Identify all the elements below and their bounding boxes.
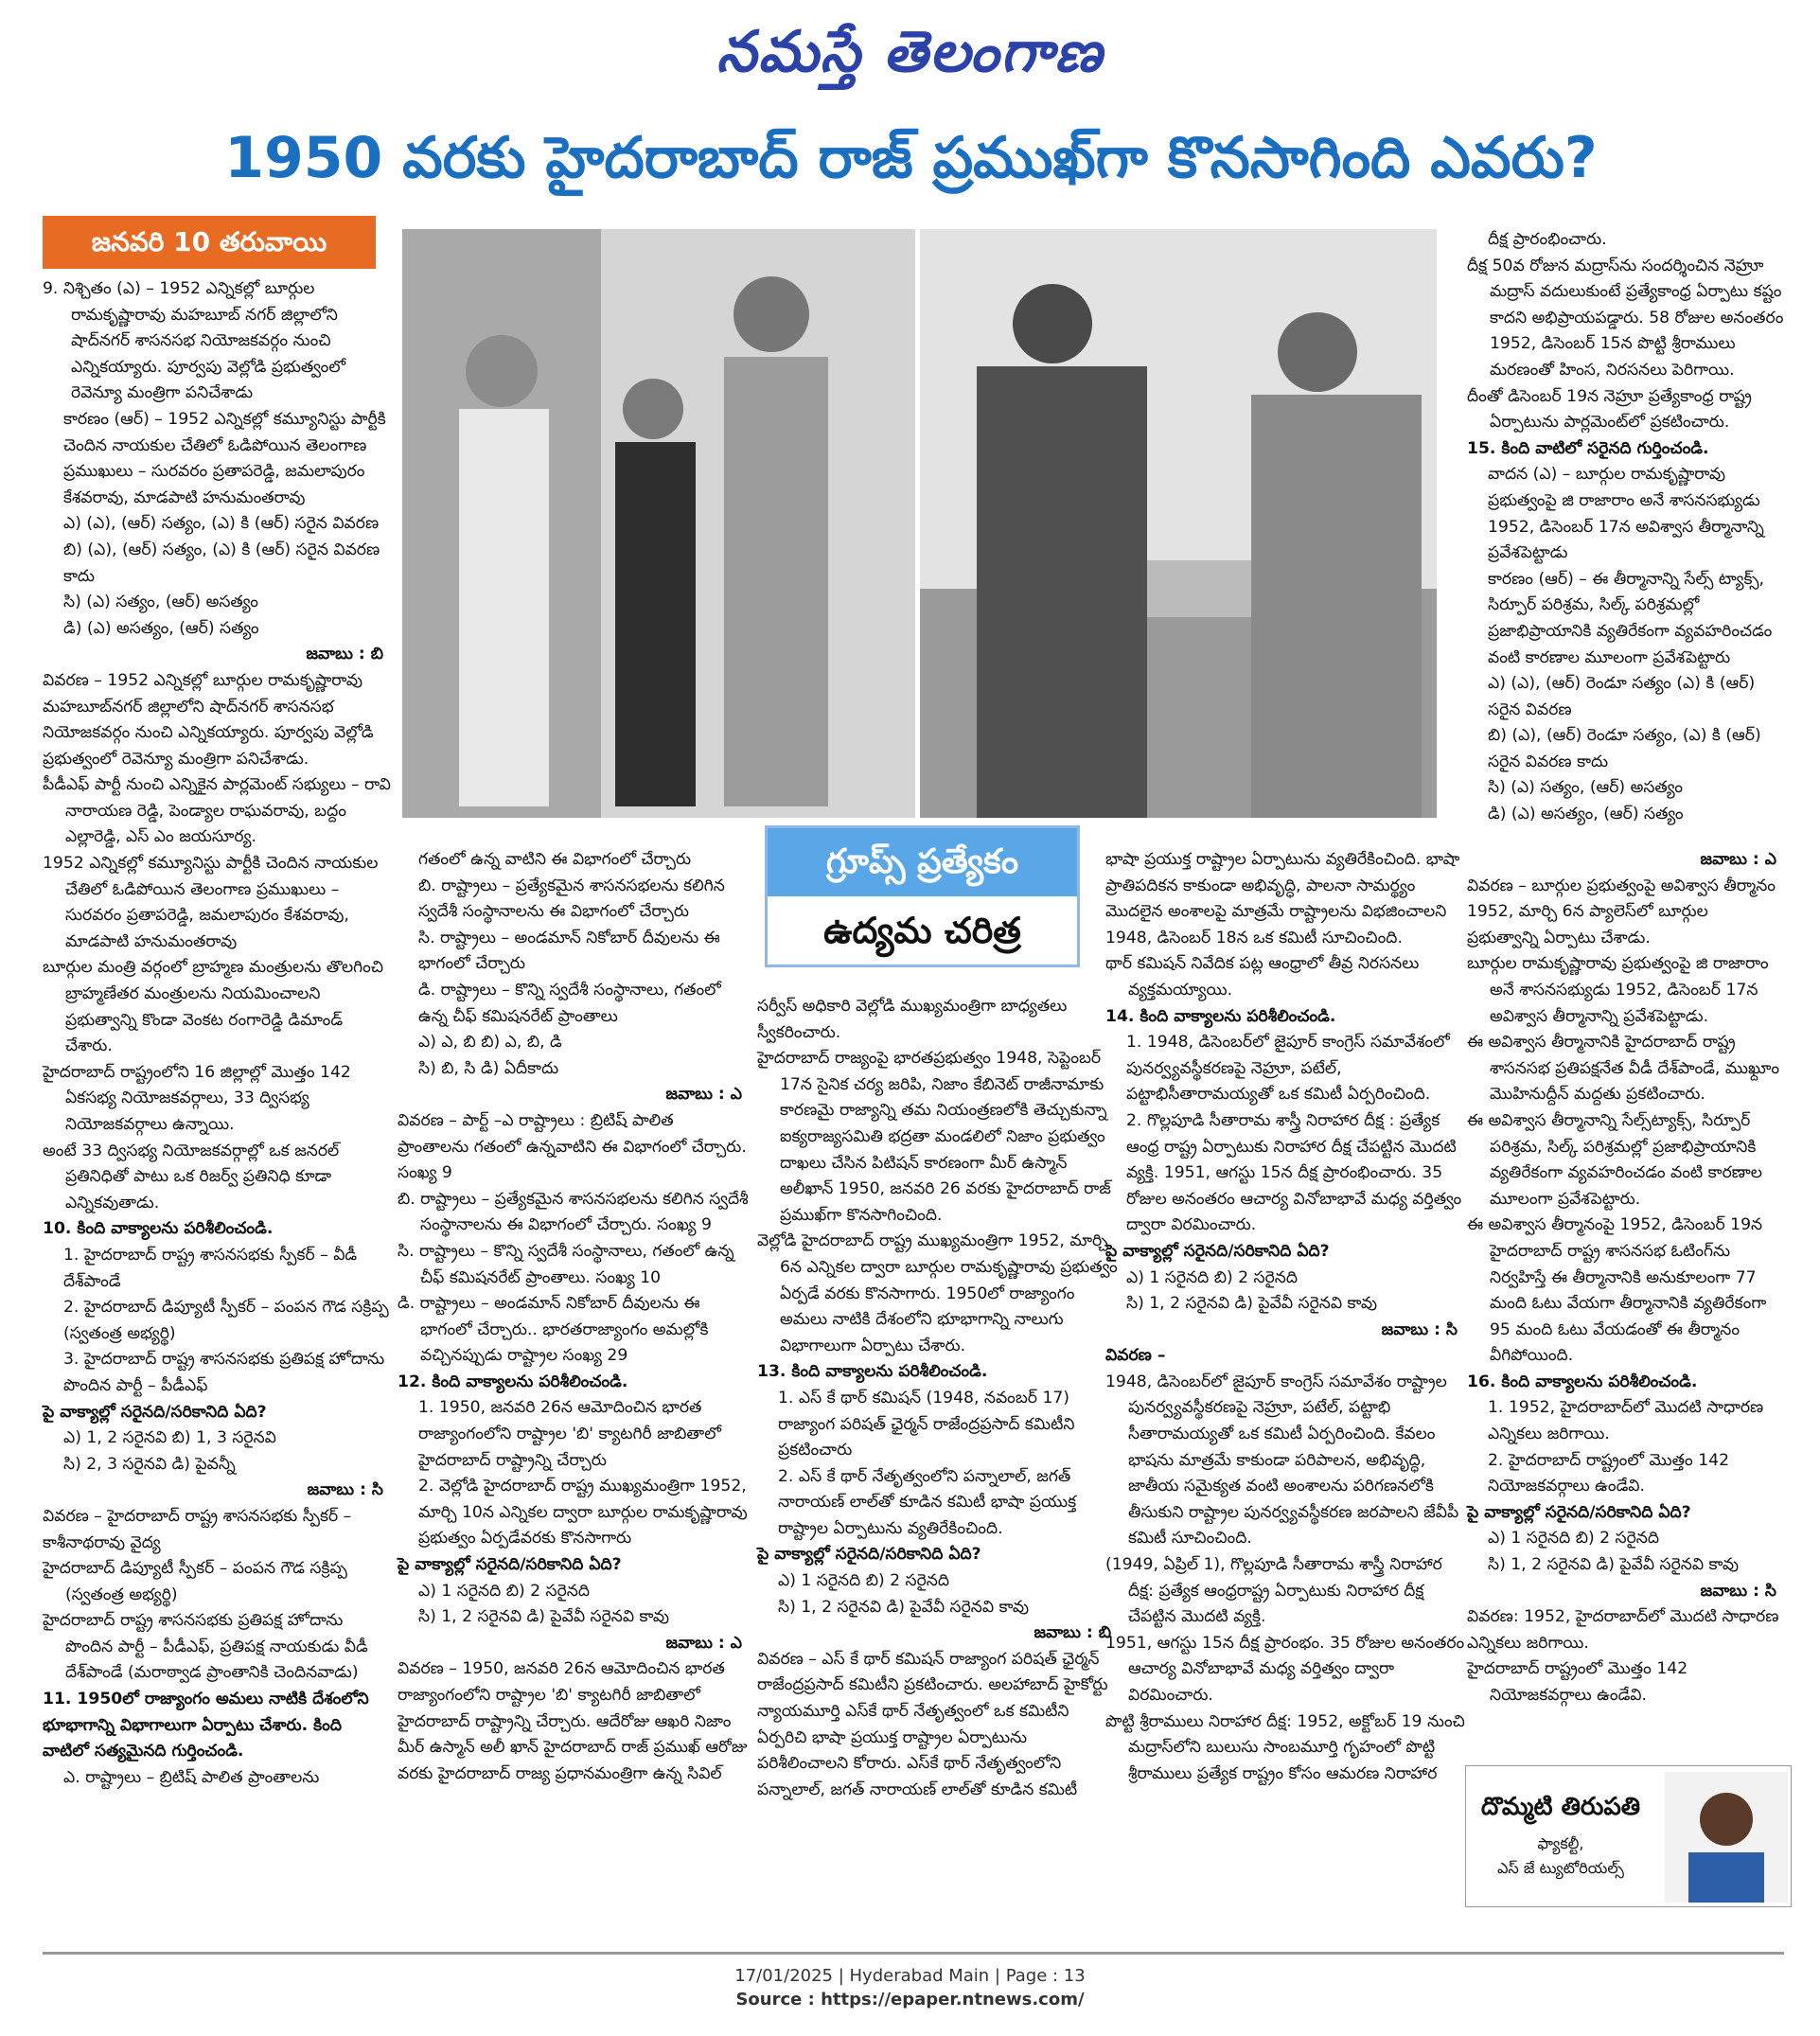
statement: 1. 1948, డిసెంబర్‌లో జైపూర్ కాంగ్రెస్ సమావేశంలో పునర్వ్యవస్థీకరణపై నెహ్రూ, పటేల్, పట్టాభిసీతారామయ్యతో ఒక కమిటీ ఏర్పరించింది.: [1126, 1033, 1450, 1105]
options-row: ఎ) 1 సరైనది బి) 2 సరైనది: [1126, 1267, 1298, 1287]
options-row: సి) 2, 3 సరైనవి డి) పైవన్నీ: [63, 1454, 236, 1474]
question-16: 16. కింది వాక్యాలను పరిశీలించండి.: [1467, 1372, 1698, 1391]
special-badge: [765, 825, 1080, 967]
statement: 2. ఎస్ కే థార్ నేతృత్వంలోని పన్నాలాల్, జగత్ నారాయణ్ లాల్‌తో కూడిన కమిటీ భాషా ప్రయుక్త రాష్ట్రాల ఏర్పాటును వ్యతిరేకించింది.: [778, 1466, 1077, 1538]
prompt: పై వాక్యాల్లో సరైనది/సరికానిది ఏది?: [1467, 1502, 1691, 1522]
options-row: ఎ) 1 సరైనది బి) 2 సరైనది: [1488, 1529, 1659, 1549]
author-avatar: [1665, 1772, 1788, 1903]
explanation: వివరణ – బూర్గుల ప్రభుత్వంపై అవిశ్వాస తీర్మానం 1952, మార్చి 6న ప్యాలెస్‌లో బూర్గుల ప్రభుత్వాన్ని ఏర్పాటు చేశాడు.: [1467, 876, 1776, 947]
prompt: పై వాక్యాల్లో సరైనది/సరికానిది ఏది?: [1105, 1241, 1330, 1261]
author-affiliation: ఎస్ జే ట్యుటోరియల్స్: [1497, 1859, 1624, 1877]
footer-rule: [43, 1952, 1784, 1955]
question-11: 11. 1950లో రాజ్యాంగం అమలు నాటికి దేశంలోని భూభాగాన్ని విభాగాలుగా ఏర్పాటు చేశారు. కింది వాటిలో సత్యమైనది గుర్తించండి.: [43, 1690, 369, 1762]
badge-bottom-label: ఉద్యమ చరిత్ర: [823, 910, 1021, 951]
statement: 2. గొల్లపూడి సీతారామ శాస్త్రీ నిరాహార దీక్ష : ప్రత్యేక ఆంధ్ర రాష్ట్ర ఏర్పాటుకు నిరాహార దీక్ష చేపట్టిన మొదటి వ్యక్తి. 1951, ఆగస్టు 15న దీక్ష ప్రారంభించారు. 35 రోజుల అనంతరం ఆచార్య వినోబాభావే మధ్య వర్తిత్వం ద్వారా విరమించారు.: [1126, 1110, 1462, 1235]
bullet: డి. రాష్ట్రాలు – అండమాన్ నికోబార్ దీవులను ఈ భాగంలో చేర్చారు.. భారతరాజ్యాంగం అమల్లోకి వచ్చినప్పుడు రాష్ట్రాల సంఖ్య 29: [398, 1294, 709, 1366]
option-c: సి) (ఎ) సత్యం, (ఆర్) అసత్యం: [1488, 778, 1683, 798]
reason-text: కారణం (ఆర్) – 1952 ఎన్నికల్లో కమ్యూనిస్టు పార్టీకి చెందిన నాయకుల చేతిలో ఓడిపోయిన తెలంగాణ ప్రముఖులు – సురవరం ప్రతాపరెడ్డి, జమలాపురం కేశవరావు, మాడపాటి హనుమంతరావు: [63, 409, 386, 507]
option-c: సి) (ఎ) సత్యం, (ఆర్) అసత్యం: [63, 593, 258, 612]
explanation: వివరణ – ఎస్ కే థార్ కమిషన్ రాజ్యాంగ పరిషత్ ఛైర్మన్ రాజేంద్రప్రసాద్ కమిటీని ప్రకటించారు. అలహాబాద్ హైకోర్టు న్యాయమూర్తి ఎస్‌కే థార్ నేతృత్వంలో ఒక కమిటీని ఏర్పరిచి భాషా ప్రయుక్త రాష్ట్రాల ఏర్పాటును పరిశీలించాలని కోరారు. ఎస్‌కే థార్ నేతృత్వంలోని పన్నాలాల్, జగత్ నారాయణ్ లాల్‌తో కూడిన కమిటీ: [757, 1649, 1108, 1799]
explanation: వివరణ – హైదరాబాద్ రాష్ట్ర శాసనసభకు స్పీకర్ – కాశీనాథరావు వైద్య: [43, 1506, 352, 1552]
bullet: అంటే 33 ద్విసభ్య నియోజకవర్గాల్లో ఒక జనరల్ ప్రతినిధితో పాటు ఒక రిజర్వ్ ప్రతినిధి కూడా ఎన్నికవుతాడు.: [43, 1141, 340, 1213]
option-b: బి) (ఎ), (ఆర్) సత్యం, (ఎ) కి (ఆర్) సరైన వివరణ కాదు: [63, 540, 380, 586]
question-9: 9. నిశ్చితం (ఎ) – 1952 ఎన్నికల్లో బూర్గుల రామకృష్ణారావు మహబూబ్ నగర్ జిల్లాలోని షాద్‌నగర్ శాసనసభ నియోజకవర్గం నుంచి ఎన్నికయ్యారు. పూర్వపు వెల్లోడి ప్రభుత్వంలో రెవెన్యూ మంత్రిగా పనిచేశాడు: [43, 279, 346, 403]
options-row: సి) 1, 2 సరైనవి డి) పైవేవీ సరైనవి కావు: [418, 1607, 670, 1627]
statement: 1. 1950, జనవరి 26న ఆమోదించిన భారత రాజ్యాంగంలోని రాష్ట్రాల 'బి' క్యాటగిరీ జాబితాలో హైదరాబాద్ రాష్ట్రాన్ని చేర్చారు: [418, 1398, 721, 1470]
bullet: హైదరాబాద్ డిప్యూటీ స్పీకర్ – పంపన గౌడ సక్రిప్ప (స్వతంత్ర అభ్యర్థి): [43, 1559, 347, 1604]
statement: 1. ఎస్ కే థార్ కమిషన్ (1948, నవంబర్ 17) రాజ్యాంగ పరిషత్ ఛైర్మన్ రాజేంద్రప్రసాద్ కమిటీని ప్రకటించారు: [778, 1388, 1075, 1461]
statement: 2. హైదరాబాద్ డిప్యూటీ స్పీకర్ – పంపన గౌడ సక్రిప్ప (స్వతంత్ర అభ్యర్థి): [63, 1298, 389, 1343]
statement: గతంలో ఉన్న వాటిని ఈ విభాగంలో చేర్చారు: [418, 850, 692, 869]
bullet: హైదరాబాద్ రాజ్యంపై భారతప్రభుత్వం 1948, సెప్టెంబర్ 17న సైనిక చర్య జరిపి, నిజాం కేబినెట్ రాజీనామాకు కారణమై రాజ్యాన్ని తమ నియంత్రణలోకి తెచ్చుకున్నా ఐక్యరాజ్యసమితి భద్రతా మండలిలో నిజాం ప్రభుత్వం దాఖలు చేసిన పిటిషన్ కారణంగా మీర్ ఉస్మాన్ అలీఖాన్ 1950, జనవరి 26 వరకు హైదరాబాద్ రాజ్ ప్రముఖ్‌గా కొనసాగించింది.: [757, 1049, 1111, 1225]
options-row: ఎ) 1 సరైనది బి) 2 సరైనది: [418, 1581, 590, 1601]
answer: జవాబు : ఎ: [665, 1633, 742, 1653]
paragraph: దీక్ష ప్రారంభించారు.: [1488, 230, 1607, 249]
author-box: [1465, 1765, 1792, 1907]
statement: ఎ. రాష్ట్రాలు – బ్రిటిష్ పాలిత ప్రాంతాలను: [63, 1767, 320, 1787]
options-row: సి) 1, 2 సరైనవి డి) పైవేవీ సరైనవి కావు: [1126, 1294, 1378, 1314]
statement: 1. 1952, హైదరాబాద్‌లో మొదటి సాధారణ ఎన్నికలు జరిగాయి.: [1488, 1398, 1764, 1444]
column-2: [398, 847, 750, 1928]
badge-top-label: గ్రూప్స్ ప్రత్యేకం: [768, 828, 1077, 896]
option-a: ఎ) (ఎ), (ఆర్) రెండూ సత్యం (ఎ) కి (ఆర్) సరైన వివరణ: [1488, 674, 1756, 719]
option-d: డి) (ఎ) అసత్యం, (ఆర్) సత్యం: [1488, 805, 1684, 824]
bullet: థార్ కమిషన్ నివేదిక పట్ల ఆంధ్రాలో తీవ్ర నిరసనలు వ్యక్తమయ్యాయి.: [1105, 954, 1420, 1000]
statement: 2. వెల్లోడి హైదరాబాద్ రాష్ట్ర ముఖ్యమంత్రిగా 1952, మార్చి 10న ఎన్నికల ద్వారా బూర్గుల రామకృష్ణారావు ప్రభుత్వం ఏర్పడేవరకు కొనసాగారు: [418, 1477, 748, 1549]
options-row: సి) 1, 2 సరైనవి డి) పైవేవీ సరైనవి కావు: [778, 1597, 1030, 1617]
options-row: సి) 1, 2 సరైనవి డి) పైవేవీ సరైనవి కావు: [1488, 1555, 1740, 1575]
reason: కారణం (ఆర్) – ఈ తీర్మానాన్ని సేల్స్ ట్యాక్స్, సిర్పూర్ పరిశ్రమ, సిల్క్ పరిశ్రమల్లో ప్రజాభిప్రాయానికి వ్యతిరేకంగా వ్యవహరించడం వంటి కారణాల మూలంగా ప్రవేశపెట్టారు: [1488, 569, 1773, 667]
bullet: (1949, ఏప్రిల్ 1), గొల్లపూడి సీతారామ శాస్త్రీ నిరాహార దీక్ష: ప్రత్యేక ఆంధ్రరాష్ట్ర ఏర్పాటుకు నిరాహార దీక్ష చేపట్టిన మొదటి వ్యక్తి.: [1105, 1555, 1442, 1627]
explanation-label: వివరణ –: [1105, 1346, 1166, 1366]
option-b: బి) (ఎ), (ఆర్) రెండూ సత్యం, (ఎ) కి (ఆర్) సరైన వివరణ కాదు: [1488, 726, 1761, 771]
answer: జవాబు : సి: [307, 1480, 383, 1500]
option-a: ఎ) (ఎ), (ఆర్) సత్యం, (ఎ) కి (ఆర్) సరైన వివరణ: [63, 514, 380, 534]
bullet: బూర్గుల రామకృష్ణారావు ప్రభుత్వంపై జి రాజారాం అనే శాసనసభ్యుడు 1952, డిసెంబర్ 17న అవిశ్వాస తీర్మానాన్ని ప్రవేశపెట్టాడు.: [1467, 954, 1769, 1026]
column-5-top: [1467, 227, 1784, 824]
historic-photo-officers: [920, 229, 1437, 818]
bullet: బి. రాష్ట్రాలు – ప్రత్యేకమైన శాసనసభలను కలిగిన స్వదేశీ సంస్థానాలను ఈ విభాగంలో చేర్చారు. సంఖ్య 9: [398, 1189, 749, 1235]
answer: జవాబు : ఎ: [665, 1085, 742, 1105]
option-d: డి) (ఎ) అసత్యం, (ఆర్) సత్యం: [63, 618, 259, 638]
question-15: 15. కింది వాటిలో సరైనది గుర్తించండి.: [1467, 438, 1709, 458]
prompt: పై వాక్యాల్లో సరైనది/సరికానిది ఏది?: [398, 1555, 622, 1575]
bullet: సి. రాష్ట్రాలు – కొన్ని స్వదేశీ సంస్థానాలు, గతంలో ఉన్న చీఫ్ కమిషనరేట్ ప్రాంతాలు. సంఖ్య 10: [398, 1241, 734, 1287]
officers-photo-illustration: [920, 229, 1437, 818]
bullet: హైదరాబాద్ రాష్ట్రంలోని 16 జిల్లాల్లో మొత్తం 142 ఏకసభ్య నియోజకవర్గాలు, 33 ద్విసభ్య నియోజకవర్గాలు ఉన్నాయి.: [43, 1062, 351, 1134]
bullet: 1951, ఆగస్టు 15న దీక్ష ప్రారంభం. 35 రోజుల అనంతరం ఆచార్య వినోబాభావే మధ్య వర్తిత్వం ద్వారా విరమించారు.: [1105, 1633, 1465, 1705]
answer: జవాబు : బి: [1034, 1623, 1111, 1643]
options-row: ఎ) ఎ, బి బి) ఎ, బి, డి: [418, 1033, 562, 1053]
column-4: [1105, 847, 1465, 1928]
bullet: పొట్టి శ్రీరాములు నిరాహార దీక్ష: 1952, అక్టోబర్ 19 నుంచి మద్రాస్‌లోని బులుసు సాంబమూర్తి గృహంలో పొట్టి శ్రీరాములు ప్రత్యేక రాష్ట్రం కోసం ఆమరణ నిరాహార: [1105, 1711, 1465, 1783]
bullet: బూర్గుల మంత్రి వర్గంలో బ్రాహ్మణ మంత్రులను తొలగించి బ్రాహ్మణేతర మంత్రులను నియమించాలని ప్రభుత్వాన్ని కొండా వెంకట రంగారెడ్డి డిమాండ్ చేశారు.: [43, 958, 384, 1056]
masthead-logo: నమస్తే తెలంగాణ: [716, 19, 1104, 85]
paragraph: సర్వీస్ అధికారి వెల్లోడి ముఖ్యమంత్రిగా బాధ్యతలు స్వీకరించారు.: [757, 997, 1068, 1042]
bullet: దీక్ష 50వ రోజున మద్రాస్‌ను సందర్శించిన నెహ్రూ మద్రాస్ వదులుకుంటే ప్రత్యేకాంధ్ర ఏర్పాటు కష్టం కాదని అభిప్రాయపడ్డారు. 58 రోజుల అనంతరం 1952, డిసెంబర్ 15న పొట్టి శ్రీరాములు మరణంతో హింస, నిరసనలు పెరిగాయి.: [1467, 256, 1784, 380]
answer: జవాబు : ఎ: [1700, 850, 1776, 869]
answer: జవాబు : బి: [306, 645, 383, 664]
options-row: ఎ) 1, 2 సరైనవి బి) 1, 3 సరైనవి: [63, 1428, 276, 1448]
paragraph: భాషా ప్రయుక్త రాష్ట్రాల ఏర్పాటును వ్యతిరేకించింది. భాషా ప్రాతిపదికన కాకుండా అభివృద్ధి, పాలనా సామర్థ్యం మొదలైన అంశాలపై మాత్రమే రాష్ట్రాలను విభజించాలని 1948, డిసెంబర్ 18న ఒక కమిటీ సూచించింది.: [1105, 850, 1460, 947]
options-row: సి) బి, సి డి) ఏదీకాదు: [418, 1058, 559, 1078]
bullet: హైదరాబాద్ రాష్ట్ర శాసనసభకు ప్రతిపక్ష హోదాను పొందిన పార్టీ – పీడీఎఫ్, ప్రతిపక్ష నాయకుడు వీడీ దేశ్‌పాండే (మరాఠ్వాడ ప్రాంతానికి చెందినవాడు): [43, 1611, 368, 1683]
author-role: ఫ్యాకల్టీ,: [1537, 1834, 1584, 1852]
author-name: దొమ్మటి తిరుపతి: [1480, 1793, 1641, 1821]
question-10: 10. కింది వాక్యాలను పరిశీలించండి.: [43, 1219, 274, 1239]
options-row: ఎ) 1 సరైనది బి) 2 సరైనది: [778, 1571, 949, 1591]
explanation: వివరణ – 1950, జనవరి 26న ఆమోదించిన భారత రాజ్యాంగంలోని రాష్ట్రాల 'బి' క్యాటగిరీ జాబితాలో హైదరాబాద్ రాష్ట్రాన్ని చేర్చారు. ఆదేరోజు ఆఖరి నిజాం మీర్ ఉస్మాన్ అలీ ఖాన్ హైదరాబాద్ రాజ్ ప్రముఖ్ ఆరోజు వరకు హైదరాబాద్ రాజ్య ప్రధానమంత్రిగా ఉన్న సివిల్: [398, 1659, 748, 1783]
column-1: [43, 276, 391, 1928]
question-14: 14. కింది వాక్యాలను పరిశీలించండి.: [1105, 1006, 1336, 1026]
statement: బి. రాష్ట్రాలు – ప్రత్యేకమైన శాసనసభలను కలిగిన స్వదేశీ సంస్థానాలను ఈ విభాగంలో చేర్చారు: [418, 876, 725, 922]
group-photo-illustration: [402, 229, 915, 818]
question-13: 13. కింది వాక్యాలను పరిశీలించండి.: [757, 1362, 988, 1382]
statement: 1. హైదరాబాద్ రాష్ట్ర శాసనసభకు స్పీకర్ – వీడీ దేశ్‌పాండే: [63, 1245, 358, 1291]
historic-photo-group: [402, 229, 915, 818]
explanation: వివరణ – 1952 ఎన్నికల్లో బూర్గుల రామకృష్ణారావు మహబూబ్‌నగర్ జిల్లాలోని షాద్‌నగర్ శాసనసభ నియోజకవర్గం నుంచి ఎన్నికయ్యారు. పూర్వపు వెల్లోడి ప్రభుత్వంలో రెవెన్యూ మంత్రిగా పనిచేశాడు.: [43, 670, 374, 769]
bullet: ఈ అవిశ్వాస తీర్మానంపై 1952, డిసెంబర్ 19న హైదరాబాద్ రాష్ట్ర శాసనసభ ఓటింగ్‌ను నిర్వహిస్తే ఈ తీర్మానానికి అనుకూలంగా 77 మంది ఓటు వేయగా తీర్మానానికి వ్యతిరేకంగా 95 మంది ఓటు వేయడంతో ఈ తీర్మానం వీగిపోయింది.: [1467, 1215, 1767, 1366]
bullet: దీంతో డిసెంబర్ 19న నెహ్రూ ప్రత్యేకాంధ్ర రాష్ట్ర ఏర్పాటును పార్లమెంట్‌లో ప్రకటించారు.: [1467, 386, 1752, 433]
assertion: వాదన (ఎ) – బూర్గుల రామకృష్ణారావు ప్రభుత్వంపై జి రాజారాం అనే శాసనసభ్యుడు 1952, డిసెంబర్ 17న అవిశ్వాస తీర్మానాన్ని ప్రవేశపెట్టాడు: [1488, 465, 1764, 563]
statement: డి. రాష్ట్రాలు – కొన్ని స్వదేశీ సంస్థానాలు, గతంలో ఉన్న చీఫ్ కమిషనరేట్ ప్రాంతాలు: [418, 980, 721, 1026]
bullet: 1952 ఎన్నికల్లో కమ్యూనిస్టు పార్టీకి చెందిన నాయకుల చేతిలో ఓడిపోయిన తెలంగాణ ప్రముఖులు – సురవరం ప్రతాపరెడ్డి, జమలాపురం కేశవరావు, మాడపాటి హనుమంతరావు: [43, 854, 379, 951]
section-header: జనవరి 10 తరువాయి: [43, 216, 376, 269]
statement: 3. హైదరాబాద్ రాష్ట్ర శాసనసభకు ప్రతిపక్ష హోదాను పొందిన పార్టీ – పీడీఎఫ్: [63, 1350, 385, 1395]
footer-date-edition: 17/01/2025 | Hyderabad Main | Page : 13: [734, 1966, 1086, 1986]
bullet: వెల్లోడి హైదరాబాద్ రాష్ట్ర ముఖ్యమంత్రిగా 1952, మార్చి 6న ఎన్నికల ద్వారా బూర్గుల రామకృష్ణారావు ప్రభుత్వం ఏర్పడే వరకు కొనసాగారు. 1950లో రాజ్యాంగం అమలు నాటికి దేశంలోని భూభాగాన్ని నాలుగు విభాగాలుగా ఏర్పాటు చేశారు.: [757, 1231, 1118, 1355]
footer-source: Source : https://epaper.ntnews.com/: [735, 1990, 1085, 2009]
bullet: పీడీఎఫ్ పార్టీ నుంచి ఎన్నికైన పార్లమెంట్ సభ్యులు – రావి నారాయణ రెడ్డి, పెండ్యాల రాఘవరావు, బద్దం ఎల్లారెడ్డి, ఎస్ ఎం జయసూర్య.: [43, 775, 391, 847]
bullet: హైదరాబాద్ రాష్ట్రంలో మొత్తం 142 నియోజకవర్గాలు ఉండేవి.: [1467, 1659, 1688, 1705]
statement: సి. రాష్ట్రాలు – అండమాన్ నికోబార్ దీవులను ఈ భాగంలో చేర్చారు: [418, 928, 720, 974]
bullet: ఈ అవిశ్వాస తీర్మానానికి హైదరాబాద్ రాష్ట్ర శాసనసభ ప్రతిపక్షనేత వీడీ దేశ్‌పాండే, ముఖ్దూం మొహినుద్దీన్ మద్దతు ప్రకటించారు.: [1467, 1033, 1780, 1105]
explanation: వివరణ – పార్ట్ –ఎ రాష్ట్రాలు : బ్రిటిష్ పాలిత ప్రాంతాలను గతంలో ఉన్నవాటిని ఈ విభాగంలో చేర్చారు. సంఖ్య 9: [398, 1110, 747, 1183]
answer: జవాబు : సి: [1381, 1319, 1458, 1339]
statement: 2. హైదరాబాద్ రాష్ట్రంలో మొత్తం 142 నియోజకవర్గాలు ఉండేవి.: [1488, 1450, 1730, 1496]
bullet: ఈ అవిశ్వాస తీర్మానాన్ని సేల్స్‌ట్యాక్స్, సిర్పూర్ పరిశ్రమ, సిల్క్ పరిశ్రమల్లో ప్రజాభిప్రాయానికి వ్యతిరేకంగా వ్యవహరించడం వంటి కారణాల మూలంగా ప్రవేశపెట్టారు.: [1467, 1110, 1762, 1209]
question-12: 12. కింది వాక్యాలను పరిశీలించండి.: [398, 1372, 628, 1391]
column-3: [757, 994, 1119, 1928]
explanation: వివరణ: 1952, హైదరాబాద్‌లో మొదటి సాధారణ ఎన్నికలు జరిగాయి.: [1467, 1607, 1779, 1653]
prompt: పై వాక్యాల్లో సరైనది/సరికానిది ఏది?: [43, 1402, 267, 1422]
answer: జవాబు : సి: [1700, 1581, 1776, 1601]
prompt: పై వాక్యాల్లో సరైనది/సరికానిది ఏది?: [757, 1545, 981, 1565]
bullet: 1948, డిసెంబర్‌లో జైపూర్ కాంగ్రెస్ సమావేశం రాష్ట్రాల పునర్వ్యవస్థీకరణపై నెహ్రూ, పటేల్, పట్టాభి సీతారామయ్యతో ఒక కమిటీ ఏర్పరించింది. కేవలం భాషను మాత్రమే కాకుండా పరిపాలన, అభివృద్ధి, జాతీయ సమైక్యత వంటి అంశాలను పరిగణనలోకి తీసుకుని రాష్ట్రాల పునర్వ్యవస్థీకరణ జరపాలని జేవీపీ కమిటీ సూచించింది.: [1105, 1372, 1459, 1549]
page-headline: 1950 వరకు హైదరాబాద్ రాజ్ ప్రముఖ్‌గా కొనసాగింది ఎవరు?: [224, 125, 1598, 191]
